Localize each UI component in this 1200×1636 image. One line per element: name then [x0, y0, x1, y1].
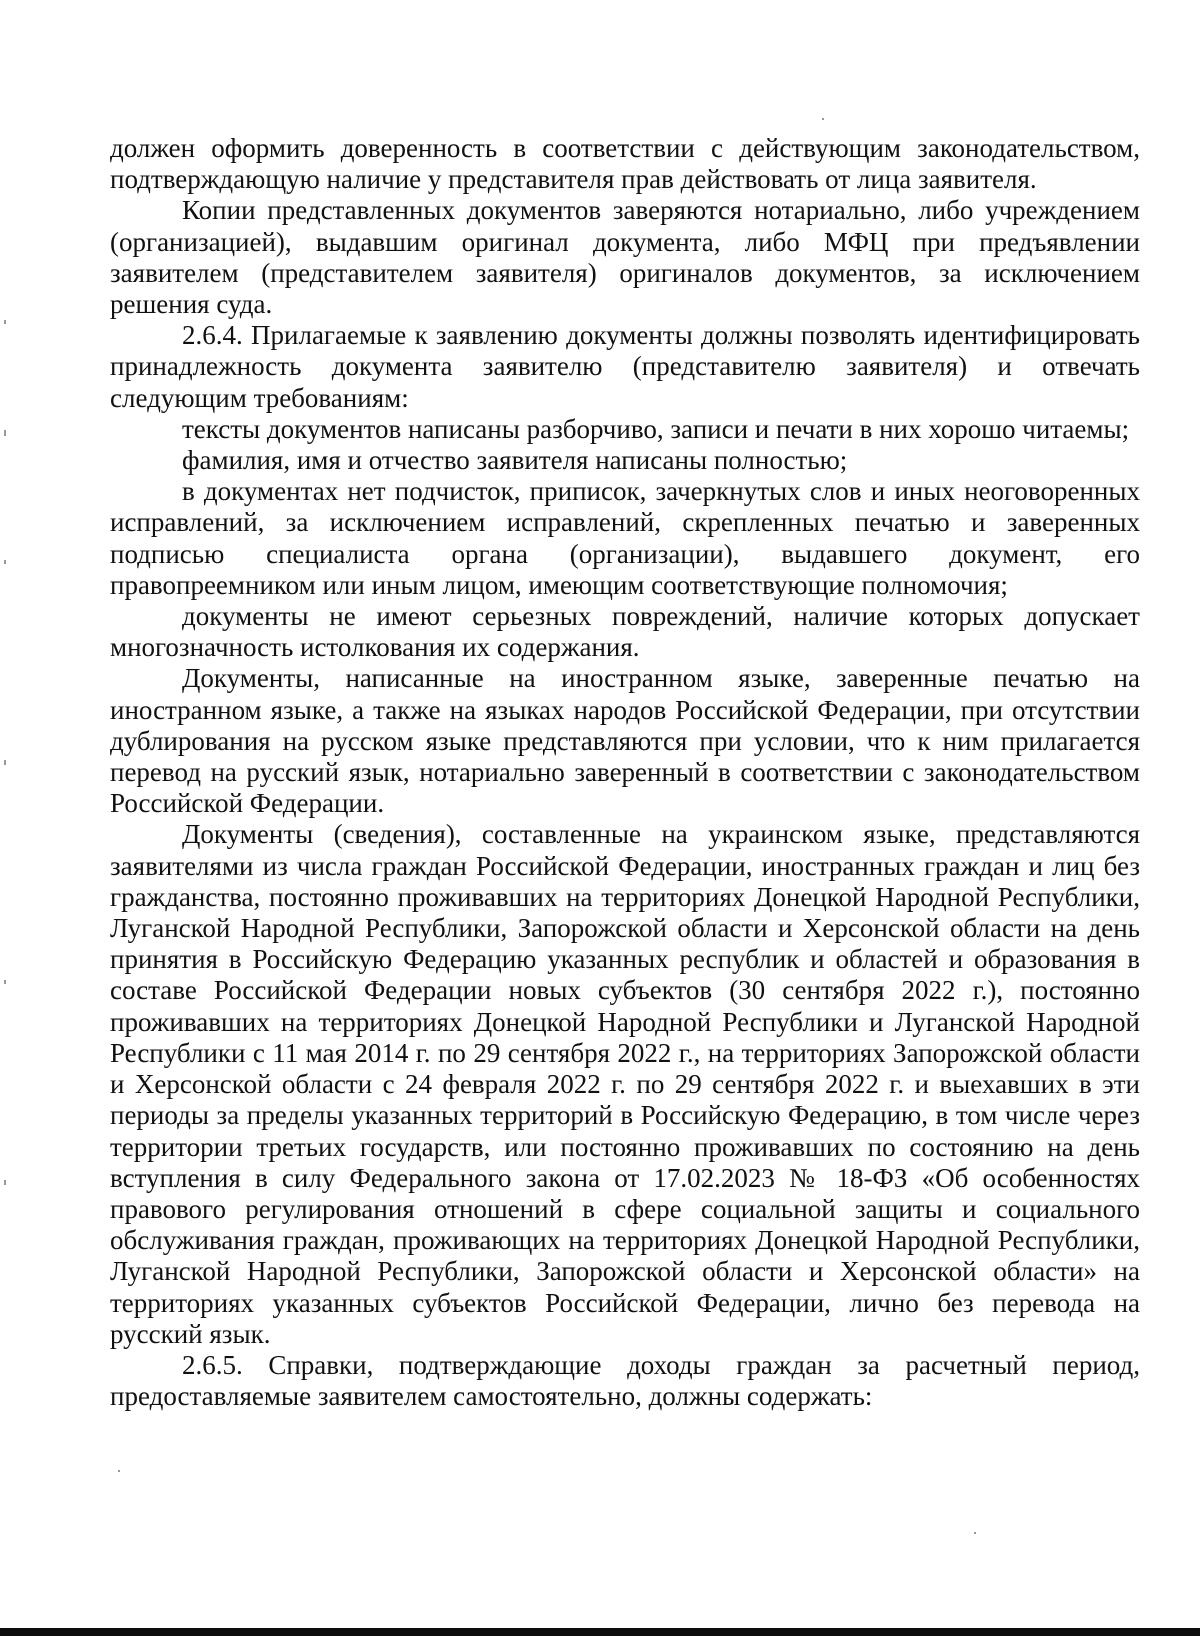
paragraph-ukrainian-language-documents: Документы (сведения), составленные на украинском языке, представляются заявителями из числа граждан Российской Федерации, иностранных граждан и лиц без гражданства, постоянно проживавших на территориях Донецкой Народной Республики, Луганской Народной Республики, Запорожской области и Херсонской области на день принятия в Российскую Федерацию указанных республик и областей и образования в составе Российской Федерации новых субъектов (30 сентября 2022 г.), постоянно проживавших на территориях Донецкой Народной Республики и Луганской Народной Республики с 11 мая 2014 г. по 29 сентября 2022 г., на территориях Запорожской области и Херсонской области с 24 февраля 2022 г. по 29 сентября 2022 г. и выехавших в эти периоды за пределы указанных территорий в Российскую Федерацию, в том числе через территории третьих государств, или постоянно проживавших по состоянию на день вступления в силу Федерального закона от 17.02.2023 № 18-ФЗ «Об особенностях правового регулирования отношений в сфере социальной защиты и социального обслуживания граждан, проживающих на территориях Донецкой Народной Республики, Луганской Народной Республики, Запорожской области и Херсонской области» на территориях указанных субъектов Российской Федерации, лично без перевода на русский язык.: [110, 819, 1140, 1349]
document-body: [110, 133, 1140, 1412]
scan-bottom-edge: [0, 1628, 1200, 1636]
scan-edge-mark: [4, 560, 6, 564]
scan-edge-mark: [4, 1180, 6, 1185]
requirement-no-corrections: в документах нет подчисток, приписок, зачеркнутых слов и иных неоговоренных исправлений, за исключением исправлений, скрепленных печатью и заверенных подписью специалиста органа (организации), выдавшего документ, его правопреемником или иным лицом, имеющим соответствующие полномочия;: [110, 476, 1140, 600]
scan-edge-mark: [4, 430, 6, 436]
scan-speck: [118, 1470, 120, 1472]
requirement-legible-texts: тексты документов написаны разборчиво, записи и печати в них хорошо читаемы;: [182, 413, 1130, 444]
scan-edge-mark: [4, 760, 6, 765]
paragraph-2-6-4-requirements: 2.6.4. Прилагаемые к заявлению документы должны позволять идентифицировать принадлежность документа заявителю (представителю заявителя) и отвечать следующим требованиям:: [110, 320, 1140, 413]
scan-edge-mark: [4, 980, 6, 984]
paragraph-2-6-5-income-certificates: 2.6.5. Справки, подтверждающие доходы граждан за расчетный период, предоставляемые заявителем самостоятельно, должны содержать:: [110, 1349, 1140, 1412]
scan-edge-mark: [4, 320, 6, 324]
paragraph-copies-certification: Копии представленных документов заверяются нотариально, либо учреждением (организацией), выдавшим оригинал документа, либо МФЦ при предъявлении заявителем (представителем заявителя) оригиналов документов, за исключением решения суда.: [110, 195, 1140, 320]
paragraph-foreign-language-documents: Документы, написанные на иностранном языке, заверенные печатью на иностранном языке, а также на языках народов Российской Федерации, при отсутствии дублирования на русском языке представляются при условии, что к ним прилагается перевод на русский язык, нотариально заверенный в соответствии с законодательством Российской Федерации.: [110, 663, 1140, 819]
scan-speck: [822, 118, 824, 120]
requirement-no-damage: документы не имеют серьезных повреждений, наличие которых допускает многозначность истолкования их содержания.: [110, 601, 1140, 663]
paragraph-power-of-attorney: должен оформить доверенность в соответствии с действующим законодательством, подтверждающую наличие у представителя прав действовать от лица заявителя.: [110, 133, 1140, 195]
requirement-full-name: фамилия, имя и отчество заявителя написаны полностью;: [182, 445, 848, 476]
scan-speck: [974, 1532, 976, 1534]
